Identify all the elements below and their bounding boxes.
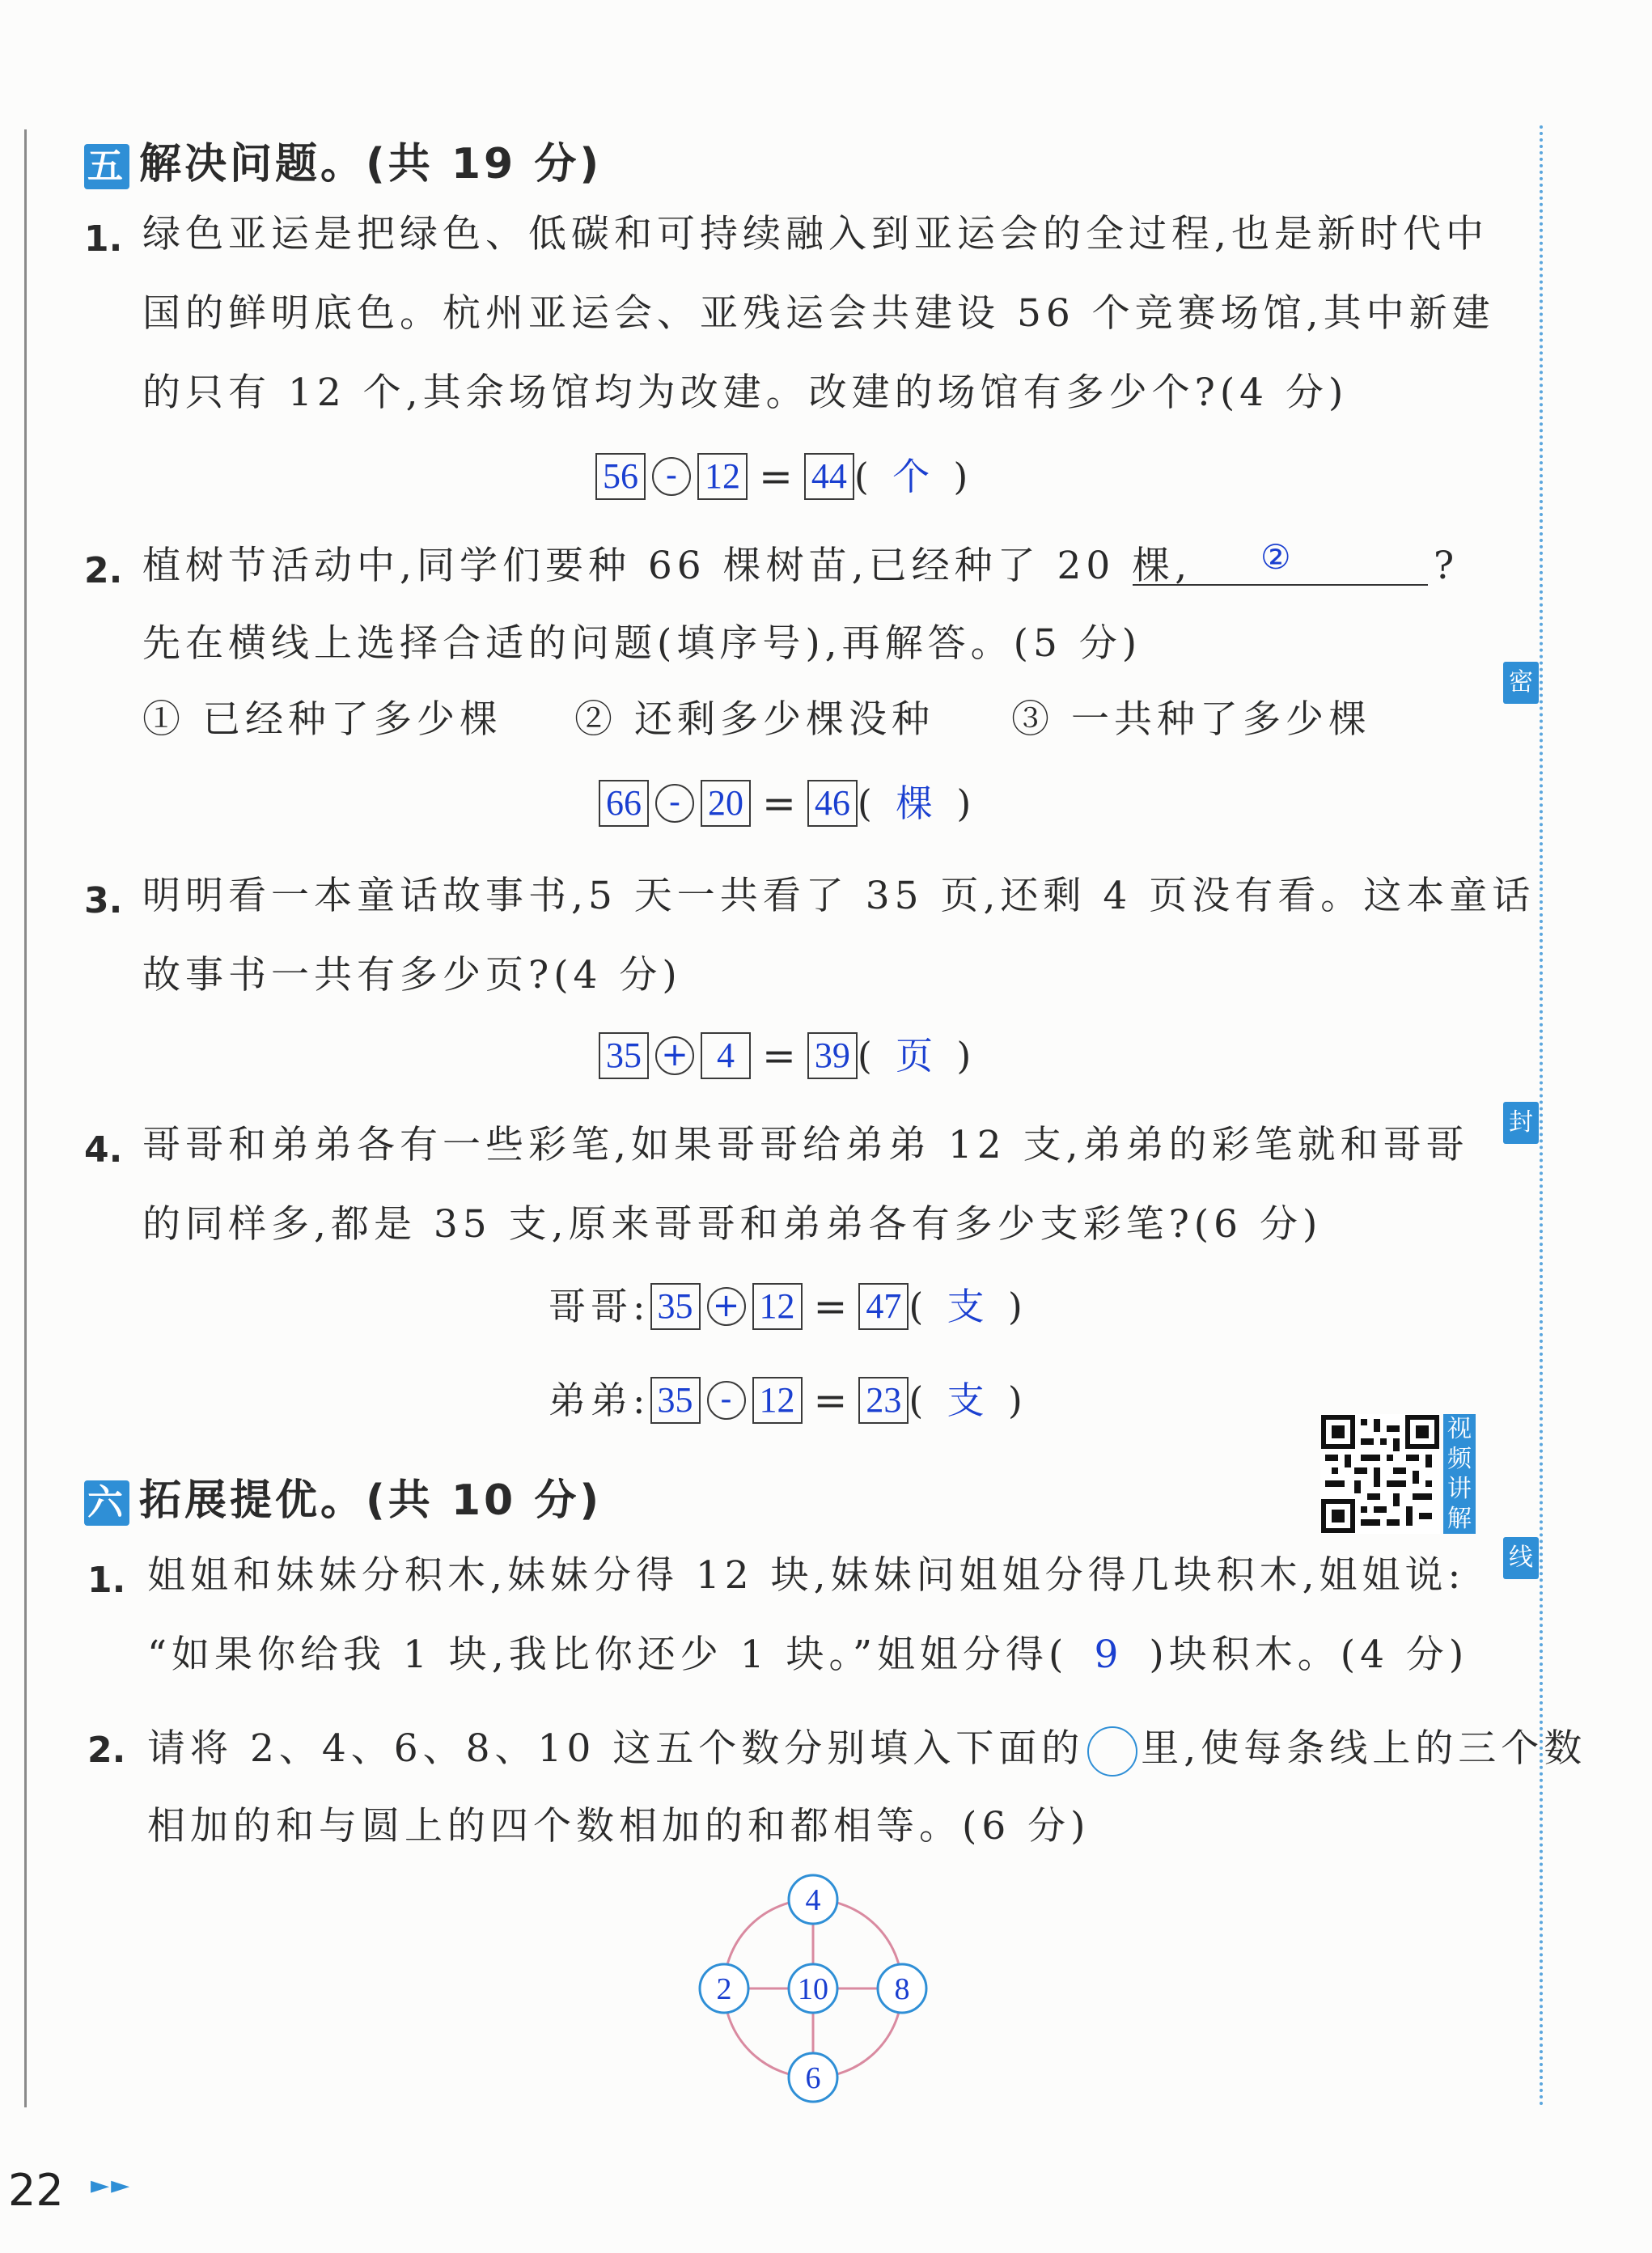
unit-answer[interactable]: 支 [947,1378,985,1422]
s6-q2-line1-post: 里,使每条线上的三个数 [1141,1726,1587,1771]
section6-title: 拓展提优。(共 10 分) [139,1476,603,1525]
unit-open-paren: ( [854,455,893,498]
equation-label: 哥哥: [549,1285,650,1328]
operator-circle[interactable]: - [652,457,691,496]
result-box[interactable]: 39 [807,1032,858,1079]
answer-box[interactable]: 35 [650,1283,701,1330]
unit-answer[interactable]: 页 [896,1034,934,1078]
equals-sign: = [762,780,796,827]
equals-sign: = [762,1032,796,1079]
answer-box[interactable]: 35 [650,1377,701,1424]
result-box[interactable]: 23 [858,1377,909,1424]
unit-close-paren: ) [933,781,972,825]
side-tab-feng: 封 [1503,1102,1539,1144]
answer-box[interactable]: 66 [599,780,649,827]
q1-line3: 的只有 12 个,其余场馆均为改建。改建的场馆有多少个?(4 分) [142,371,1349,415]
q2-equation [599,780,971,827]
node-top-value: 4 [805,1883,821,1917]
s6-q2-line1-pre: 请将 2、4、6、8、10 这五个数分别填入下面的 [147,1726,1085,1771]
section6-header [84,1466,602,1527]
s6-q2-line2: 相加的和与圆上的四个数相加的和都相等。(6 分) [147,1804,1091,1849]
s6-q1-number: 1. [87,1560,126,1601]
left-margin-line [24,129,27,2107]
node-left-value: 2 [716,1972,732,2006]
q1-line1: 绿色亚运是把绿色、低碳和可持续融入到亚运会的全过程,也是新时代中 [142,212,1489,256]
answer-box[interactable]: 12 [752,1283,803,1330]
s6-q2-line1 [147,1726,1586,1777]
operator-circle[interactable]: + [707,1287,746,1326]
operator-circle[interactable]: - [707,1381,746,1420]
unit-open-paren: ( [857,781,896,825]
answer-box[interactable]: 12 [697,453,748,500]
q2-answer-blank[interactable] [1133,584,1428,586]
q2-option-1: ① 已经种了多少棵 [142,697,502,742]
node-center-value: 10 [798,1972,828,2006]
unit-answer[interactable]: 支 [947,1285,985,1328]
q2-line1: 植树节活动中,同学们要种 66 棵树苗,已经种了 20 棵, [142,544,1192,588]
q2-number: 2. [84,550,123,591]
q2-question-mark: ? [1434,544,1459,588]
answer-box[interactable]: 35 [599,1032,649,1079]
q2-option-2: ② 还剩多少棵没种 [574,697,934,742]
q1-equation [595,453,968,500]
section5-title: 解决问题。(共 19 分) [139,140,603,188]
section5-header [84,129,602,190]
equals-sign: = [759,453,793,500]
s6-q1-line2 [147,1633,1469,1677]
unit-close-paren: ) [933,1034,972,1078]
equals-sign: = [813,1283,848,1330]
q3-line2: 故事书一共有多少页?(4 分) [142,953,682,997]
s6-q1-answer[interactable]: 9 [1094,1633,1124,1677]
operator-circle[interactable]: - [655,784,694,823]
qr-code-icon [1320,1414,1440,1534]
q4-number: 4. [84,1129,123,1171]
equation-label: 弟弟: [549,1378,650,1422]
result-box[interactable]: 44 [804,453,854,500]
side-tab-mi: 密 [1503,662,1539,704]
q2-line2: 先在横线上选择合适的问题(填序号),再解答。(5 分) [142,621,1142,666]
q4-equation-brother [549,1283,1023,1330]
q1-line2: 国的鲜明底色。杭州亚运会、亚残运会共建设 56 个竞赛场馆,其中新建 [142,291,1495,336]
equals-sign: = [813,1377,848,1424]
node-bottom-value: 6 [805,2061,821,2095]
s6-q1-line2-post: )块积木。(4 分) [1149,1633,1469,1677]
q3-line1: 明明看一本童话故事书,5 天一共看了 35 页,还剩 4 页没有看。这本童话 [142,874,1536,918]
s6-q1-line1: 姐姐和妹妹分积木,妹妹分得 12 块,妹妹问姐姐分得几块积木,姐姐说: [147,1553,1466,1598]
result-box[interactable]: 46 [807,780,858,827]
q1-number: 1. [84,218,123,260]
operator-circle[interactable]: + [655,1036,694,1075]
q4-line2: 的同样多,都是 35 支,原来哥哥和弟弟各有多少支彩笔?(6 分) [142,1202,1323,1247]
number-circle-diagram [680,1869,947,2111]
unit-close-paren: ) [984,1285,1023,1328]
section5-badge: 五 [84,144,129,189]
q3-number: 3. [84,880,123,921]
side-tab-xian: 线 [1503,1537,1539,1579]
q4-line1: 哥哥和弟弟各有一些彩笔,如果哥哥给弟弟 12 支,弟弟的彩笔就和哥哥 [142,1123,1469,1167]
unit-open-paren: ( [909,1378,947,1422]
node-right-value: 8 [894,1972,910,2006]
answer-box[interactable]: 20 [701,780,751,827]
q4-equation-younger [549,1377,1023,1424]
page-number: 22 [8,2165,64,2216]
answer-box[interactable]: 12 [752,1377,803,1424]
unit-open-paren: ( [857,1034,896,1078]
circle-placeholder-icon [1087,1726,1137,1777]
result-box[interactable]: 47 [858,1283,909,1330]
s6-q2-number: 2. [87,1730,126,1771]
q2-answer[interactable]: ② [1260,537,1291,577]
section6-badge: 六 [84,1480,129,1526]
answer-box[interactable]: 56 [595,453,646,500]
qr-code[interactable] [1320,1414,1440,1534]
unit-open-paren: ( [909,1285,947,1328]
unit-close-paren: ) [984,1378,1023,1422]
unit-answer[interactable]: 个 [892,455,930,498]
unit-close-paren: ) [930,455,968,498]
answer-box[interactable]: 4 [701,1032,751,1079]
q3-equation [599,1032,971,1079]
s6-q1-line2-pre: “如果你给我 1 块,我比你还少 1 块。”姐姐分得( [147,1633,1069,1677]
binding-dotted-line [1540,125,1543,2107]
q2-option-3: ③ 一共种了多少棵 [1011,697,1371,742]
page-arrows-icon: ►► [91,2171,132,2200]
unit-answer[interactable]: 棵 [896,781,934,825]
qr-video-label: 视频讲解 [1443,1414,1476,1534]
